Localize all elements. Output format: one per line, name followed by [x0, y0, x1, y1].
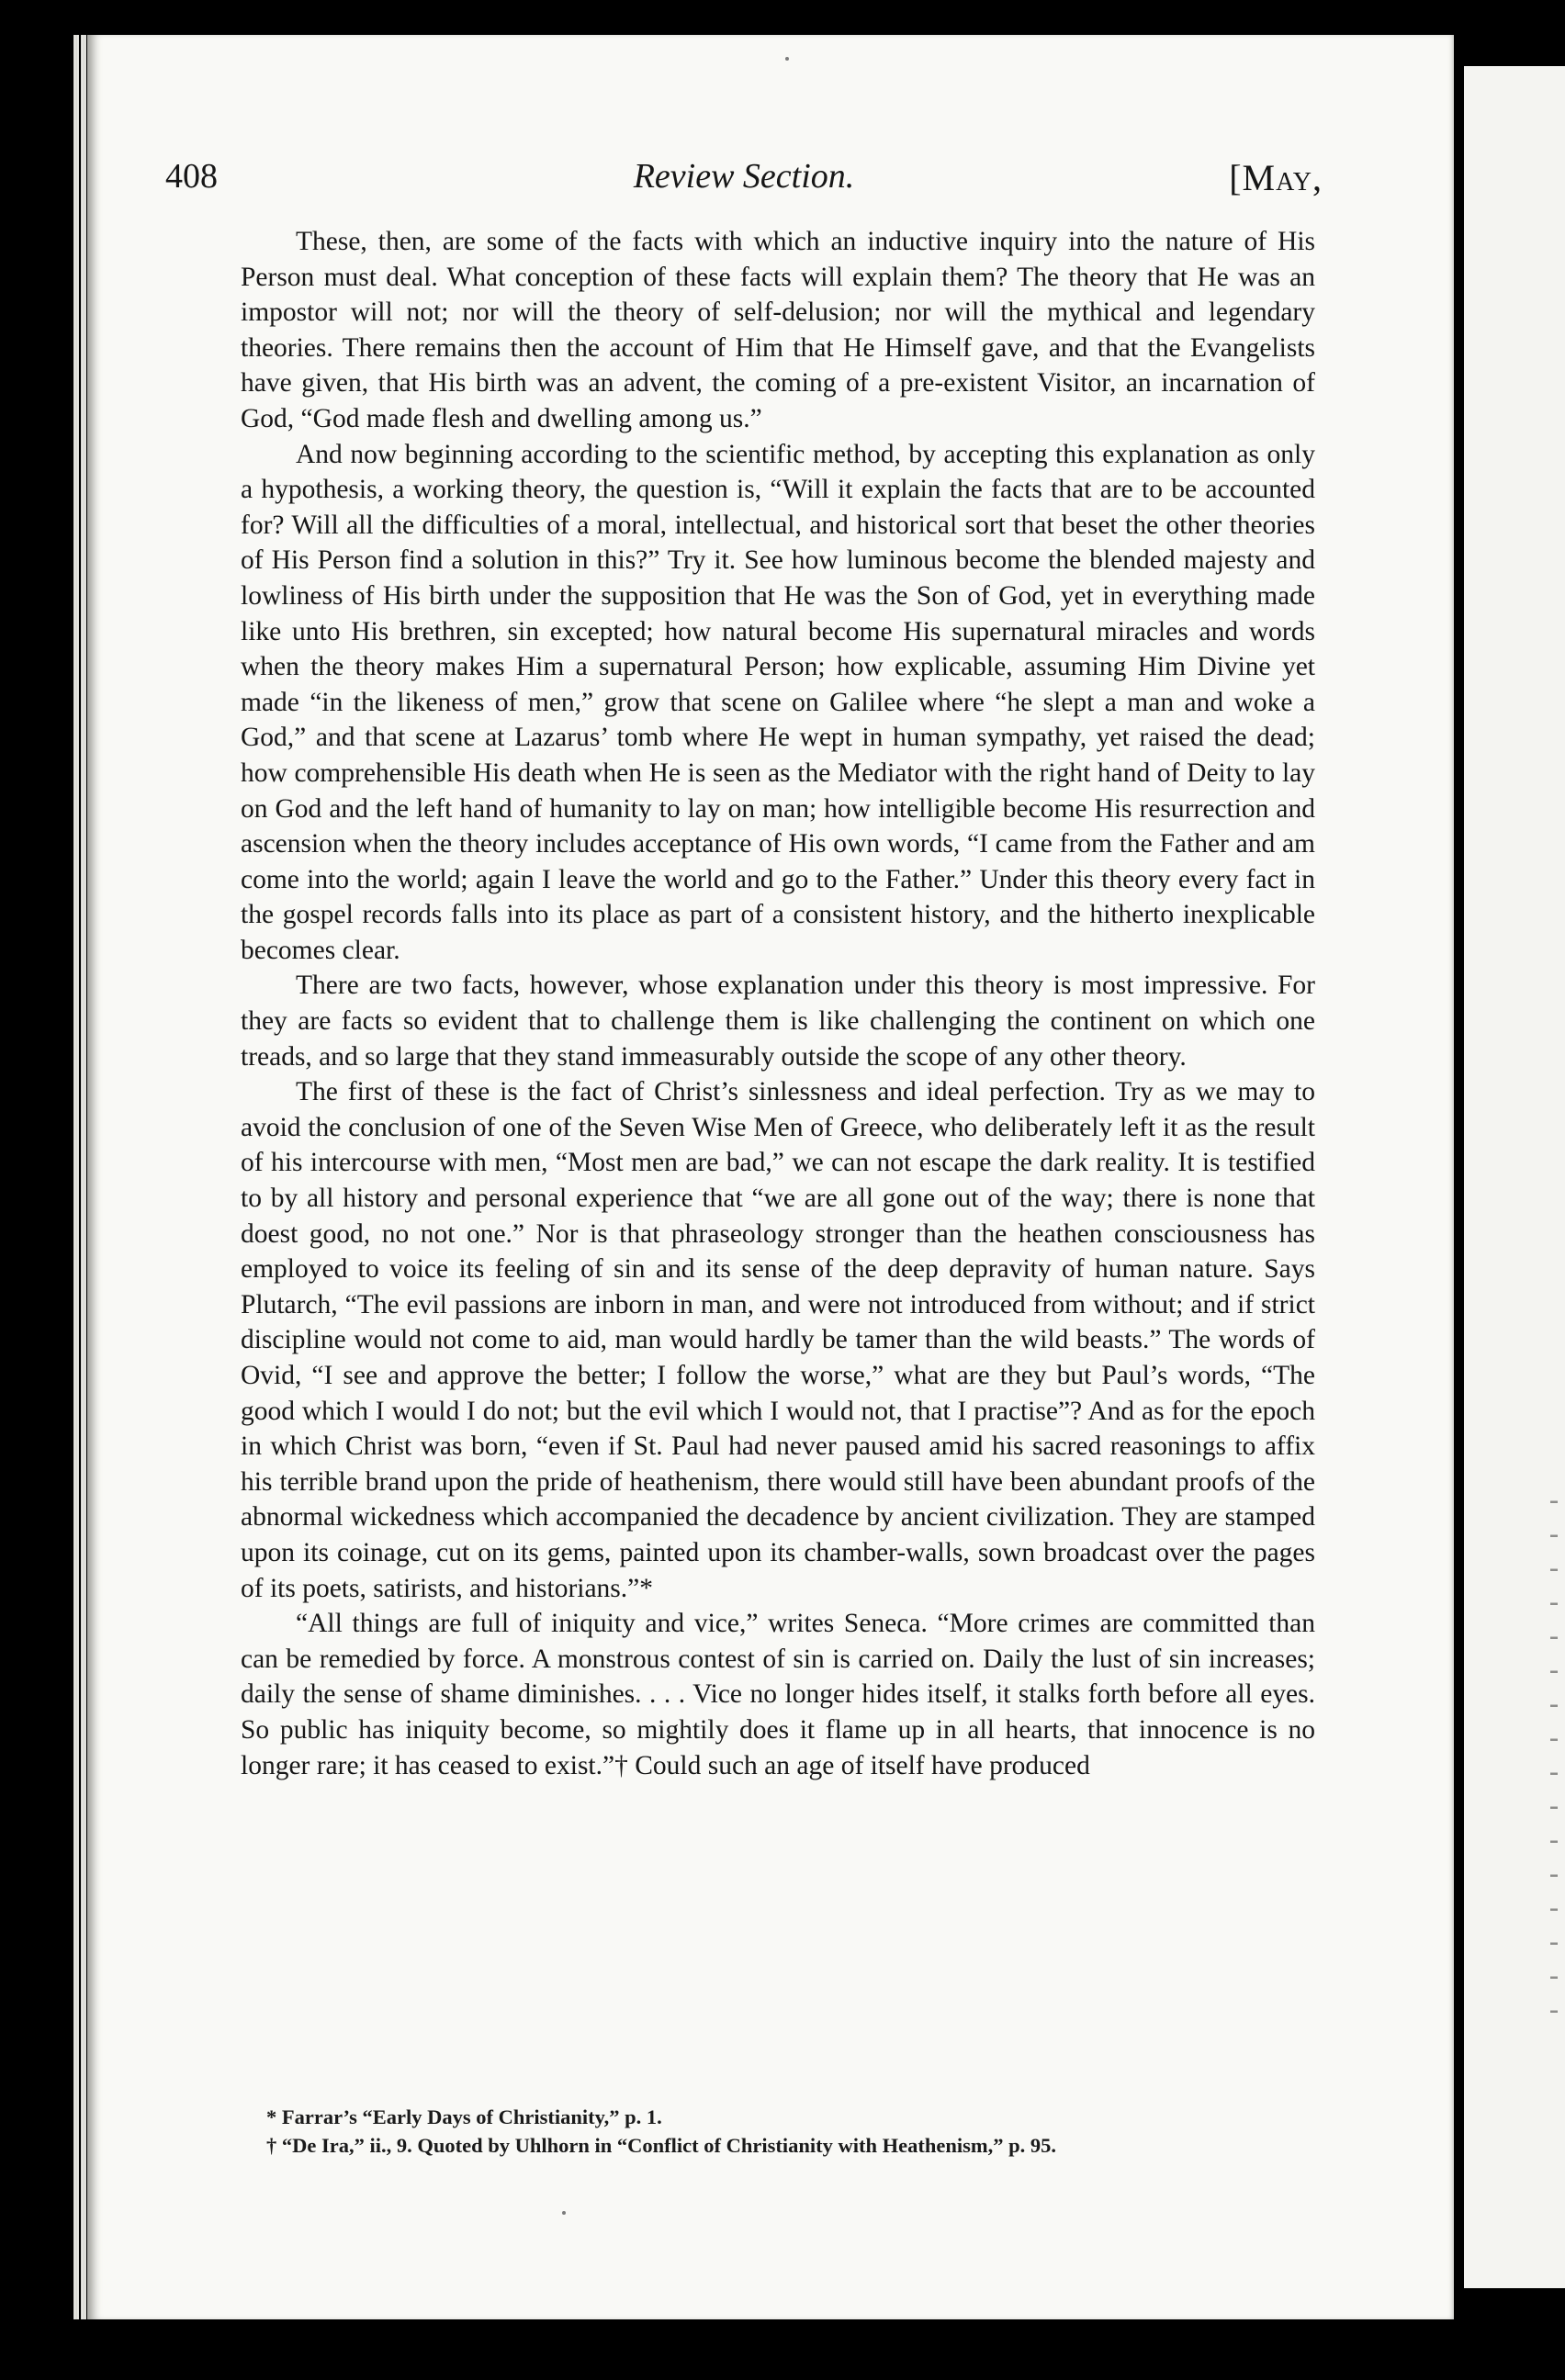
paragraph: And now beginning according to the scientific method, by accepting this explanation as only a hypothesis, a working theory, the question is, “Will it explain the facts that are to be accounted for? Will all the difficulties of a moral, intellectual, and historical sort that beset the other theories of His Person find a solution in this?” Try it. See how luminous become the blended majesty and lowliness of His birth under the supposition that He was the Son of God, yet in everything made like unto His brethren, sin excepted; how natural become His supernatural miracles and words when the theory makes Him a supernatural Person; how explicable, assuming Him Divine yet made “in the likeness of men,” grow that scene on Galilee where “he slept a man and woke a God,” and that scene at Lazarus’ tomb where He wept in human sympathy, yet raised the dead; how comprehensible His death when He is seen as the Mediator with the right hand of Deity to lay on God and the left hand of humanity to lay on man; how intelligible become His resurrection and ascension when the theory includes acceptance of His own words, “I came from the Father and am come into the world; again I leave the world and go to the Father.” Under this theory every fact in the gospel records falls into its place as part of a consistent history, and the hitherto inexplicable becomes clear.	[241, 439, 1315, 965]
adjacent-page-marks	[1550, 1469, 1558, 2020]
scan-speck	[785, 57, 789, 61]
page-number: 408	[165, 157, 218, 196]
paragraph: “All things are full of iniquity and vice,” writes Seneca. “More crimes are committed than can be remedied by force. A monstrous contest of sin is carried on. Daily the lust of sin increases; daily the sense of shame diminishes. . . . Vice no longer hides itself, it stalks forth before all eyes. So public has iniquity become, so mightily does it flame up in all hearts, that innocence is no longer rare; it has ceased to exist.”† Could such an age of itself have produced	[241, 1609, 1315, 1780]
header-month: [May,	[1229, 157, 1323, 198]
footnotes	[241, 2103, 1315, 2160]
page-stack-edge	[81, 35, 86, 2319]
page-stack-edge	[73, 35, 79, 2319]
scan-speck	[562, 2211, 566, 2215]
paragraph: These, then, are some of the facts with which an inductive inquiry into the nature of His Person must deal. What conception of these facts will explain them? The theory that He was an impostor will not; nor will the theory of self-delusion; nor will the mythical and legendary theories. There remains then the account of Him that He Himself gave, and that the Evangelists have given, that His birth was an advent, the coming of a pre-existent Visitor, an incarnation of God, “God made flesh and dwelling among us.”	[241, 227, 1315, 433]
paragraph: There are two facts, however, whose explanation under this theory is most impressive. For they are facts so evident that to challenge them is like challenging the continent on which one treads, and so large that they stand immeasurably outside the scope of any other theory.	[241, 971, 1315, 1072]
running-head: Review Section.	[633, 157, 855, 196]
footnote: † “De Ira,” ii., 9. Quoted by Uhlhorn in “Conflict of Christianity with Heathenism,” p. 95.	[266, 2134, 1057, 2157]
page-header	[165, 156, 1323, 211]
body-text	[241, 224, 1315, 1783]
footnote: * Farrar’s “Early Days of Christianity,” p. 1.	[266, 2105, 662, 2128]
paragraph: The first of these is the fact of Christ’s sinlessness and ideal perfection. Try as we may to avoid the conclusion of one of the Seven Wise Men of Greece, who deliberately left it as the result of his intercourse with men, “Most men are bad,” we can not escape the dark reality. It is testified to by all history and personal experience that “we are all gone out of the way; there is none that doest good, no not one.” Nor is that phraseology stronger than the heathen consciousness has employed to voice its feeling of sin and its sense of the deep depravity of human nature. Says Plutarch, “The evil passions are inborn in man, and were not introduced from without; and if strict discipline would not come to aid, man would hardly be tamer than the wild beasts.” The words of Ovid, “I see and approve the better; I follow the worse,” what are they but Paul’s words, “The good which I would I do not; but the evil which I would not, that I practise”? And as for the epoch in which Christ was born, “even if St. Paul had never paused amid his sacred reasonings to affix his terrible brand upon the pride of heathenism, there would still have been abundant proofs of the abnormal wickedness which accompanied the decadence by ancient civilization. They are stamped upon its coinage, cut on its gems, painted upon its chamber-walls, sown broadcast over the pages of its poets, satirists, and historians.”*	[241, 1077, 1315, 1603]
